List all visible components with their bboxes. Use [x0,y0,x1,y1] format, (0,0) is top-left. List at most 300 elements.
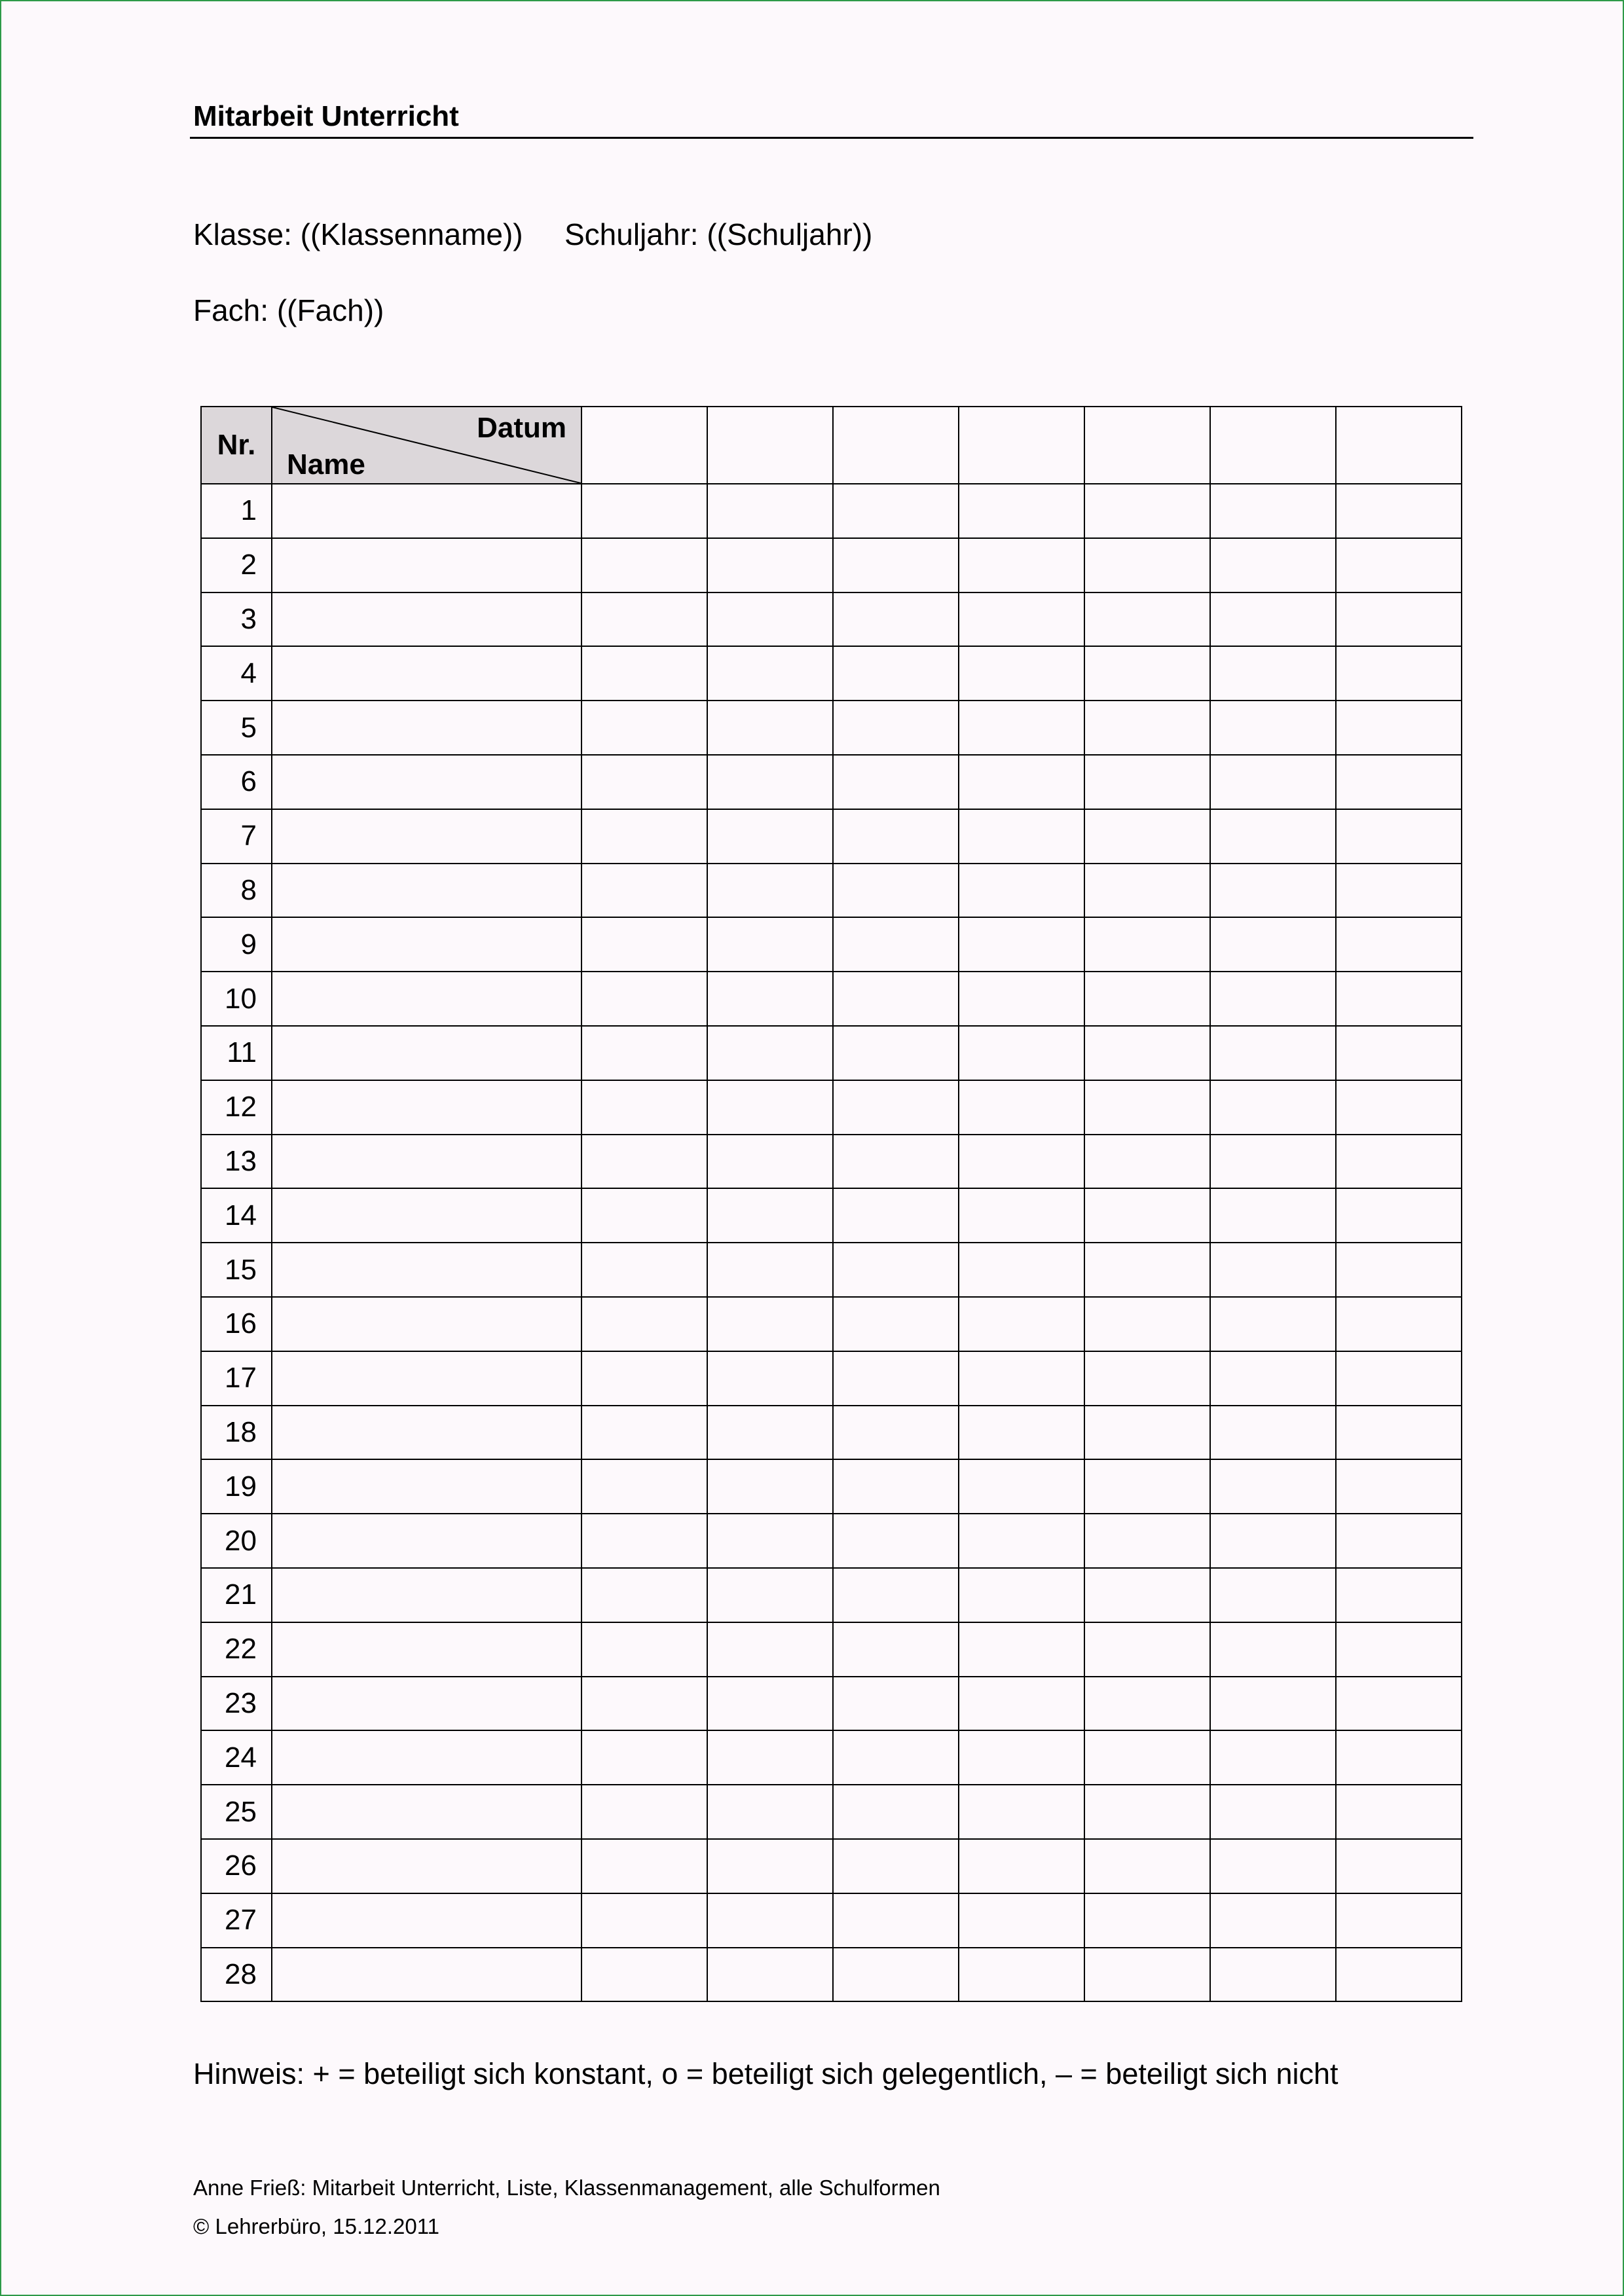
row-number: 17 [201,1351,272,1406]
mark-cell[interactable] [833,1948,959,2002]
row-number: 1 [201,484,272,538]
table-row [201,1297,1462,1351]
mark-cell[interactable] [1336,1406,1462,1460]
mark-cell[interactable] [581,864,707,918]
mark-cell[interactable] [1336,1188,1462,1243]
mark-cell[interactable] [1084,1188,1210,1243]
mark-cell[interactable] [1336,1677,1462,1731]
mark-cell[interactable] [1084,972,1210,1026]
mark-cell[interactable] [1210,1406,1336,1460]
mark-cell[interactable] [1336,538,1462,592]
mark-cell[interactable] [581,1730,707,1785]
row-number: 7 [201,809,272,864]
mark-cell[interactable] [833,1135,959,1189]
name-cell[interactable] [272,809,581,864]
mark-cell[interactable] [1336,972,1462,1026]
name-cell[interactable] [272,484,581,538]
row-number: 3 [201,592,272,647]
mark-cell[interactable] [1210,972,1336,1026]
row-number: 25 [201,1785,272,1839]
mark-cell[interactable] [833,1677,959,1731]
mark-cell[interactable] [1084,1839,1210,1893]
mark-cell[interactable] [959,592,1084,647]
mark-cell[interactable] [959,1135,1084,1189]
mark-cell[interactable] [1210,701,1336,755]
mark-cell[interactable] [581,1080,707,1135]
row-number: 16 [201,1297,272,1351]
header-name-datum [272,407,581,484]
mark-cell[interactable] [1084,1948,1210,2002]
mark-cell[interactable] [707,1080,833,1135]
mark-cell[interactable] [707,1297,833,1351]
name-cell[interactable] [272,1893,581,1948]
name-cell[interactable] [272,1677,581,1731]
mark-cell[interactable] [581,1243,707,1297]
mark-cell[interactable] [581,1785,707,1839]
name-cell[interactable] [272,864,581,918]
mark-cell[interactable] [959,1080,1084,1135]
table-row [201,701,1462,755]
mark-cell[interactable] [581,592,707,647]
mark-cell[interactable] [1084,538,1210,592]
mark-cell[interactable] [959,864,1084,918]
mark-cell[interactable] [959,1297,1084,1351]
mark-cell[interactable] [833,646,959,701]
date-header-cell[interactable] [1084,407,1210,484]
mark-cell[interactable] [1084,1893,1210,1948]
mark-cell[interactable] [959,755,1084,809]
table-row [201,917,1462,972]
table-row [201,1135,1462,1189]
mark-cell[interactable] [1210,1730,1336,1785]
mark-cell[interactable] [833,538,959,592]
name-cell[interactable] [272,592,581,647]
mark-cell[interactable] [833,592,959,647]
mark-cell[interactable] [1336,1080,1462,1135]
mark-cell[interactable] [581,1188,707,1243]
table-header-row [201,407,1462,484]
row-number: 13 [201,1135,272,1189]
name-cell[interactable] [272,917,581,972]
mark-cell[interactable] [959,1622,1084,1677]
mark-cell[interactable] [833,864,959,918]
mark-cell[interactable] [833,1297,959,1351]
mark-cell[interactable] [1210,1839,1336,1893]
mark-cell[interactable] [959,1948,1084,2002]
table-row [201,646,1462,701]
mark-cell[interactable] [707,1948,833,2002]
row-number: 8 [201,864,272,918]
mark-cell[interactable] [707,1514,833,1568]
mark-cell[interactable] [581,1297,707,1351]
mark-cell[interactable] [581,701,707,755]
name-cell[interactable] [272,1351,581,1406]
header-nr: Nr. [201,407,272,484]
mark-cell[interactable] [959,1730,1084,1785]
mark-cell[interactable] [1084,1351,1210,1406]
mark-cell[interactable] [581,1677,707,1731]
name-cell[interactable] [272,1622,581,1677]
mark-cell[interactable] [581,484,707,538]
mark-cell[interactable] [833,972,959,1026]
mark-cell[interactable] [833,1893,959,1948]
mark-cell[interactable] [1084,646,1210,701]
table-row [201,1948,1462,2002]
mark-cell[interactable] [707,1677,833,1731]
subject-field: Fach: ((Fach)) [193,293,384,327]
mark-cell[interactable] [1084,484,1210,538]
mark-cell[interactable] [959,1188,1084,1243]
mark-cell[interactable] [707,701,833,755]
mark-cell[interactable] [1210,1785,1336,1839]
date-header-cell[interactable] [1336,407,1462,484]
table-row [201,809,1462,864]
mark-cell[interactable] [959,1893,1084,1948]
table-row [201,1677,1462,1731]
mark-cell[interactable] [1210,592,1336,647]
mark-cell[interactable] [1336,1297,1462,1351]
mark-cell[interactable] [581,1893,707,1948]
row-number: 10 [201,972,272,1026]
class-field: Klasse: ((Klassenname)) [193,217,523,251]
mark-cell[interactable] [707,538,833,592]
mark-cell[interactable] [1336,701,1462,755]
row-number: 15 [201,1243,272,1297]
mark-cell[interactable] [1210,1080,1336,1135]
name-cell[interactable] [272,701,581,755]
mark-cell[interactable] [1336,592,1462,647]
mark-cell[interactable] [1084,809,1210,864]
mark-cell[interactable] [581,1351,707,1406]
mark-cell[interactable] [581,1135,707,1189]
mark-cell[interactable] [707,1568,833,1622]
mark-cell[interactable] [833,1839,959,1893]
mark-cell[interactable] [1210,1243,1336,1297]
mark-cell[interactable] [1336,755,1462,809]
mark-cell[interactable] [959,1459,1084,1514]
mark-cell[interactable] [959,1568,1084,1622]
mark-cell[interactable] [1084,1514,1210,1568]
mark-cell[interactable] [1336,1026,1462,1080]
date-header-cell[interactable] [581,407,707,484]
table-row [201,1459,1462,1514]
mark-cell[interactable] [1210,864,1336,918]
table-row [201,538,1462,592]
row-number: 2 [201,538,272,592]
mark-cell[interactable] [581,917,707,972]
mark-cell[interactable] [833,1568,959,1622]
name-cell[interactable] [272,1135,581,1189]
mark-cell[interactable] [707,1730,833,1785]
mark-cell[interactable] [833,484,959,538]
name-cell[interactable] [272,972,581,1026]
mark-cell[interactable] [707,1839,833,1893]
mark-cell[interactable] [581,538,707,592]
name-cell[interactable] [272,1730,581,1785]
mark-cell[interactable] [707,755,833,809]
mark-cell[interactable] [1336,1839,1462,1893]
mark-cell[interactable] [1210,1135,1336,1189]
mark-cell[interactable] [959,538,1084,592]
mark-cell[interactable] [1336,1459,1462,1514]
table-row [201,592,1462,647]
row-number: 26 [201,1839,272,1893]
title-underline [190,137,1473,139]
mark-cell[interactable] [1336,1135,1462,1189]
mark-cell[interactable] [707,809,833,864]
mark-cell[interactable] [581,1406,707,1460]
table-row [201,1026,1462,1080]
mark-cell[interactable] [581,1839,707,1893]
mark-cell[interactable] [707,1893,833,1948]
table-row [201,1568,1462,1622]
mark-cell[interactable] [707,972,833,1026]
mark-cell[interactable] [581,1568,707,1622]
mark-cell[interactable] [959,972,1084,1026]
row-number: 24 [201,1730,272,1785]
mark-cell[interactable] [1210,646,1336,701]
mark-cell[interactable] [959,809,1084,864]
mark-cell[interactable] [833,1080,959,1135]
table-row [201,484,1462,538]
mark-cell[interactable] [1084,1785,1210,1839]
mark-cell[interactable] [833,917,959,972]
mark-cell[interactable] [959,1351,1084,1406]
mark-cell[interactable] [1336,1785,1462,1839]
mark-cell[interactable] [1336,809,1462,864]
mark-cell[interactable] [1210,484,1336,538]
mark-cell[interactable] [833,1406,959,1460]
header-name: Name [287,448,365,481]
mark-cell[interactable] [707,1622,833,1677]
footer-source: Anne Frieß: Mitarbeit Unterricht, Liste, Klassenmanagement, alle Schulformen [193,2176,940,2200]
name-cell[interactable] [272,538,581,592]
table-row [201,1188,1462,1243]
row-number: 28 [201,1948,272,2002]
table-row [201,1080,1462,1135]
date-header-cell[interactable] [833,407,959,484]
row-number: 4 [201,646,272,701]
mark-cell[interactable] [581,1459,707,1514]
mark-cell[interactable] [1336,1568,1462,1622]
mark-cell[interactable] [1336,1730,1462,1785]
name-cell[interactable] [272,646,581,701]
name-cell[interactable] [272,1948,581,2002]
mark-cell[interactable] [1210,809,1336,864]
mark-cell[interactable] [833,1622,959,1677]
mark-cell[interactable] [1210,1622,1336,1677]
mark-cell[interactable] [1210,1026,1336,1080]
participation-table [200,406,1462,2002]
row-number: 14 [201,1188,272,1243]
mark-cell[interactable] [1084,1135,1210,1189]
mark-cell[interactable] [1084,1730,1210,1785]
mark-cell[interactable] [1210,1459,1336,1514]
row-number: 21 [201,1568,272,1622]
mark-cell[interactable] [1210,1514,1336,1568]
mark-cell[interactable] [581,755,707,809]
name-cell[interactable] [272,1839,581,1893]
mark-cell[interactable] [959,1785,1084,1839]
table-row [201,1785,1462,1839]
mark-cell[interactable] [1084,864,1210,918]
table-row [201,1622,1462,1677]
mark-cell[interactable] [1336,1948,1462,2002]
mark-cell[interactable] [959,917,1084,972]
mark-cell[interactable] [959,1406,1084,1460]
mark-cell[interactable] [1336,1893,1462,1948]
mark-cell[interactable] [1084,1622,1210,1677]
mark-cell[interactable] [1210,1893,1336,1948]
table-row [201,755,1462,809]
mark-cell[interactable] [1210,1948,1336,2002]
mark-cell[interactable] [1210,1677,1336,1731]
mark-cell[interactable] [833,755,959,809]
mark-cell[interactable] [833,1026,959,1080]
mark-cell[interactable] [581,1948,707,2002]
mark-cell[interactable] [1336,1351,1462,1406]
mark-cell[interactable] [1336,1243,1462,1297]
mark-cell[interactable] [707,917,833,972]
mark-cell[interactable] [707,592,833,647]
name-cell[interactable] [272,755,581,809]
mark-cell[interactable] [1210,917,1336,972]
footer-copyright: © Lehrerbüro, 15.12.2011 [193,2214,439,2238]
mark-cell[interactable] [1336,646,1462,701]
mark-cell[interactable] [1210,1351,1336,1406]
mark-cell[interactable] [1084,1677,1210,1731]
mark-cell[interactable] [1336,1514,1462,1568]
row-number: 5 [201,701,272,755]
mark-cell[interactable] [1210,755,1336,809]
mark-cell[interactable] [707,864,833,918]
mark-cell[interactable] [1084,1459,1210,1514]
row-number: 19 [201,1459,272,1514]
mark-cell[interactable] [707,1351,833,1406]
name-cell[interactable] [272,1406,581,1460]
mark-cell[interactable] [1084,1243,1210,1297]
mark-cell[interactable] [1084,592,1210,647]
mark-cell[interactable] [833,1730,959,1785]
mark-cell[interactable] [833,1514,959,1568]
mark-cell[interactable] [833,1243,959,1297]
mark-cell[interactable] [707,646,833,701]
row-number: 6 [201,755,272,809]
mark-cell[interactable] [707,1188,833,1243]
row-number: 11 [201,1026,272,1080]
mark-cell[interactable] [959,1243,1084,1297]
mark-cell[interactable] [833,1188,959,1243]
mark-cell[interactable] [959,484,1084,538]
row-number: 9 [201,917,272,972]
mark-cell[interactable] [959,1026,1084,1080]
mark-cell[interactable] [1084,1406,1210,1460]
mark-cell[interactable] [1210,1188,1336,1243]
mark-cell[interactable] [707,1026,833,1080]
row-number: 12 [201,1080,272,1135]
mark-cell[interactable] [707,484,833,538]
mark-cell[interactable] [581,646,707,701]
mark-cell[interactable] [833,701,959,755]
table-row [201,1730,1462,1785]
mark-cell[interactable] [959,701,1084,755]
date-header-cell[interactable] [959,407,1084,484]
mark-cell[interactable] [1084,1568,1210,1622]
mark-cell[interactable] [959,1677,1084,1731]
mark-cell[interactable] [959,1839,1084,1893]
mark-cell[interactable] [1210,1568,1336,1622]
row-number: 22 [201,1622,272,1677]
mark-cell[interactable] [581,972,707,1026]
mark-cell[interactable] [707,1406,833,1460]
mark-cell[interactable] [1084,917,1210,972]
school-year-field: Schuljahr: ((Schuljahr)) [564,217,873,251]
mark-cell[interactable] [1210,1297,1336,1351]
mark-cell[interactable] [1210,538,1336,592]
mark-cell[interactable] [1084,1026,1210,1080]
row-number: 18 [201,1406,272,1460]
table-row [201,864,1462,918]
table-row [201,1351,1462,1406]
mark-cell[interactable] [581,1026,707,1080]
row-number: 23 [201,1677,272,1731]
mark-cell[interactable] [707,1243,833,1297]
mark-cell[interactable] [833,1351,959,1406]
name-cell[interactable] [272,1188,581,1243]
name-cell[interactable] [272,1459,581,1514]
name-cell[interactable] [272,1243,581,1297]
name-cell[interactable] [272,1026,581,1080]
row-number: 20 [201,1514,272,1568]
page-title: Mitarbeit Unterricht [193,100,459,132]
name-cell[interactable] [272,1514,581,1568]
mark-cell[interactable] [1336,917,1462,972]
mark-cell[interactable] [581,1622,707,1677]
date-header-cell[interactable] [707,407,833,484]
name-cell[interactable] [272,1080,581,1135]
mark-cell[interactable] [581,1514,707,1568]
legend-note: Hinweis: + = beteiligt sich konstant, o = beteiligt sich gelegentlich, – = beteiligt sich nicht [193,2057,1338,2090]
name-cell[interactable] [272,1785,581,1839]
mark-cell[interactable] [1336,1622,1462,1677]
mark-cell[interactable] [707,1459,833,1514]
table-row [201,972,1462,1026]
name-cell[interactable] [272,1297,581,1351]
mark-cell[interactable] [1084,1080,1210,1135]
table-row [201,1406,1462,1460]
table-row [201,1893,1462,1948]
table-row [201,1514,1462,1568]
mark-cell[interactable] [707,1135,833,1189]
mark-cell[interactable] [833,1785,959,1839]
date-header-cell[interactable] [1210,407,1336,484]
mark-cell[interactable] [959,646,1084,701]
mark-cell[interactable] [707,1785,833,1839]
mark-cell[interactable] [959,1514,1084,1568]
mark-cell[interactable] [1084,1297,1210,1351]
mark-cell[interactable] [1336,864,1462,918]
mark-cell[interactable] [581,809,707,864]
mark-cell[interactable] [1084,701,1210,755]
mark-cell[interactable] [1336,484,1462,538]
name-cell[interactable] [272,1568,581,1622]
mark-cell[interactable] [1084,755,1210,809]
mark-cell[interactable] [833,1459,959,1514]
table-row [201,1243,1462,1297]
mark-cell[interactable] [833,809,959,864]
row-number: 27 [201,1893,272,1948]
table-row [201,1839,1462,1893]
